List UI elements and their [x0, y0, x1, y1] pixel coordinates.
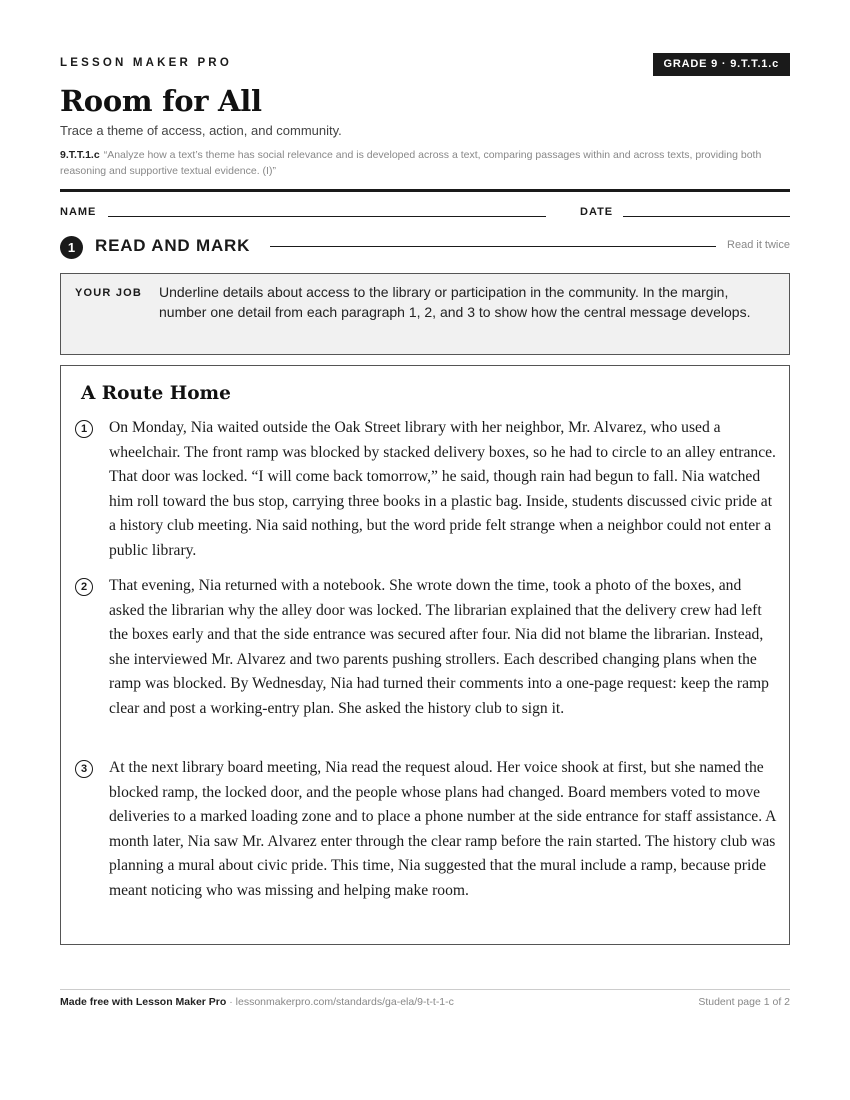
footer-made-with: Made free with Lesson Maker Pro	[60, 996, 227, 1008]
name-label: NAME	[60, 206, 97, 218]
paragraph-text: That evening, Nia returned with a notebook. She wrote down the time, took a photo of the boxes, and asked the librarian why the alley door was locked. The librarian explained that the delivery crew had left the boxes early and that the side entrance was secured after four. Nia did not blame the librarian. Instead, she interviewed Mr. Alvarez and two parents pushing strollers. Each described changing plans when the ramp was blocked. By Wednesday, Nia had turned their comments into a one-page request: keep the ramp clear and post a working-entry plan. She asked the history club to sign it.	[109, 577, 769, 717]
grade-badge: GRADE 9 · 9.T.T.1.c	[653, 53, 790, 76]
paragraph-text: At the next library board meeting, Nia read the request aloud. Her voice shook at first, but she named the blocked ramp, the locked door, and the people whose plans had changed. Board members voted to move deliveries to a marked loading zone and to place a phone number at the side entrance for staff assistance. A month later, Nia saw Mr. Alvarez enter through the clear ramp before the rain started. The history club was planning a mural about civic pride. This time, Nia suggested that the mural include a ramp, because pride meant noticing who was missing and helping make room.	[109, 759, 776, 899]
story-passage-box	[60, 365, 790, 945]
section-divider	[270, 246, 716, 247]
standard-code: 9.T.T.1.c	[60, 149, 100, 161]
date-field[interactable]	[623, 216, 790, 217]
job-label: YOUR JOB	[75, 287, 143, 299]
paragraph-number-badge: 3	[75, 760, 93, 778]
job-instructions-box	[60, 273, 790, 355]
section-note: Read it twice	[727, 239, 790, 251]
section-number-badge: 1	[60, 236, 83, 259]
paragraph-number-badge: 2	[75, 578, 93, 596]
footer-url[interactable]: · lessonmakerpro.com/standards/ga-ela/9-t-t-1-c	[226, 996, 454, 1008]
footer-divider	[60, 989, 790, 990]
standard-description	[60, 147, 795, 179]
paragraph-number-badge: 1	[75, 420, 93, 438]
standard-text: “Analyze how a text’s theme has social relevance and is developed across a text, comparing passages within and across texts, providing both reasoning and supportive textual evidence. (I)”	[60, 149, 762, 177]
page-subtitle: Trace a theme of access, action, and community.	[60, 123, 342, 138]
brand-name: LESSON MAKER PRO	[60, 57, 232, 69]
section-title: READ AND MARK	[95, 236, 251, 255]
paragraph-text: On Monday, Nia waited outside the Oak Street library with her neighbor, Mr. Alvarez, who used a wheelchair. The front ramp was blocked by stacked delivery boxes, so he had to circle to an alley entrance. That door was locked. “I will come back tomorrow,” he said, though rain had begun to fall. Nia watched him roll toward the bus stop, carrying three books in a plastic bag. Inside, students discussed civic pride at a history club meeting. Nia said nothing, but the word pride felt strange when a neighbor could not enter a public library.	[109, 419, 776, 559]
job-text: Underline details about access to the library or participation in the community. In the margin, number one detail from each paragraph 1, 2, and 3 to show how the central message develops.	[159, 284, 751, 320]
footer-credit	[60, 996, 454, 1008]
page-title: Room for All	[60, 84, 262, 118]
date-label: DATE	[580, 206, 614, 218]
name-field[interactable]	[108, 216, 546, 217]
story-title: A Route Home	[81, 383, 231, 404]
footer-page-number: Student page 1 of 2	[698, 996, 790, 1008]
header-divider	[60, 189, 790, 192]
